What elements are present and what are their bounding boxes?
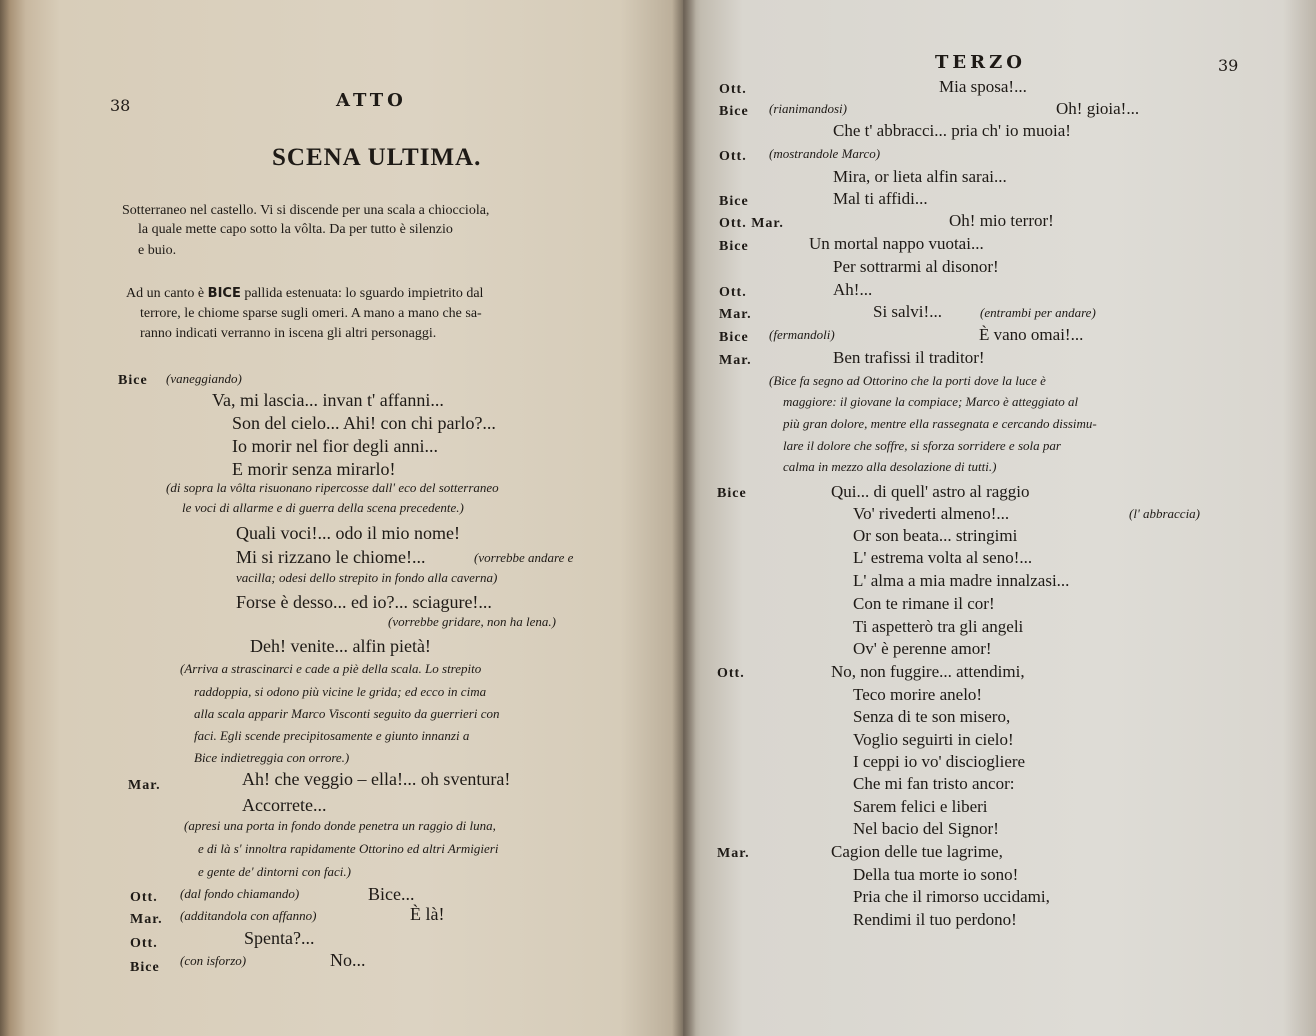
verse-line: Qui... di quell' astro al raggio <box>831 482 1030 501</box>
speaker: Ott. Mar. <box>719 216 784 231</box>
verse-line: Della tua morte io sono! <box>853 865 1019 884</box>
verse-line: È vano omai!... <box>979 325 1084 344</box>
speaker: Mar. <box>130 912 163 927</box>
intro-post: pallida estenuata: lo sguardo impietrito dal <box>244 286 484 301</box>
stage-direction: lare il dolore che soffre, si sforza sorridere e sola par <box>783 438 1061 453</box>
stage-direction: alla scala apparir Marco Visconti seguito da guerrieri con <box>194 706 500 721</box>
book-gutter <box>672 0 696 1036</box>
verse-line: Senza di te son misero, <box>853 707 1011 726</box>
stage-direction: (apresi una porta in fondo donde penetra un raggio di luna, <box>184 818 496 833</box>
speaker: Mar. <box>719 353 752 368</box>
verse-line: Che t' abbracci... pria ch' io muoia! <box>833 121 1071 140</box>
stage-direction: (additandola con affanno) <box>180 908 317 923</box>
verse-line: No, non fuggire... attendimi, <box>831 662 1025 681</box>
verse-line: Ov' è perenne amor! <box>853 639 992 658</box>
stage-direction: calma in mezzo alla desolazione di tutti.) <box>783 459 997 474</box>
verse-line: Sarem felici e liberi <box>853 797 988 816</box>
speaker: Mar. <box>719 307 752 322</box>
verse-line: Ah! che veggio – ella!... oh sventura! <box>242 769 511 789</box>
verse-line: Deh! venite... alfin pietà! <box>250 636 431 656</box>
verse-line: Or son beata... stringimi <box>853 526 1018 545</box>
running-header: TERZO <box>935 52 1026 73</box>
verse-line: Forse è desso... ed io?... sciagure!... <box>236 592 492 612</box>
stage-direction: (vaneggiando) <box>166 371 242 386</box>
stage-direction: (mostrandole Marco) <box>769 146 881 161</box>
verse-line: Si salvi!... <box>873 302 942 321</box>
stage-direction: (con isforzo) <box>180 953 247 968</box>
stage-direction: (fermandoli) <box>769 327 835 342</box>
speaker: Ott. <box>719 82 747 97</box>
verse-line: Oh! gioia!... <box>1056 99 1140 118</box>
verse-line: Mal ti affidi... <box>833 189 928 208</box>
speaker: Bice <box>717 486 747 501</box>
verse-line: Nel bacio del Signor! <box>853 819 999 838</box>
verse-line: Cagion delle tue lagrime, <box>831 842 1003 861</box>
stage-setting-line: la quale mette capo sotto la vôlta. Da per tutto è silenzio <box>138 222 453 237</box>
stage-direction: e gente de' dintorni con faci.) <box>198 864 351 879</box>
stage-direction: maggiore: il giovane la compiace; Marco è atteggiato al <box>783 394 1079 409</box>
stage-direction: (rianimandosi) <box>769 101 847 116</box>
verse-line: Accorrete... <box>242 795 327 815</box>
verse-line: Un mortal nappo vuotai... <box>809 234 984 253</box>
verse-line: L' estrema volta al seno!... <box>853 548 1033 567</box>
intro-pre: Ad un canto è <box>126 286 205 301</box>
stage-direction: (vorrebbe gridare, non ha lena.) <box>388 614 557 629</box>
verse-line: Pria che il rimorso uccidami, <box>853 887 1050 906</box>
page-number: 39 <box>1218 56 1239 75</box>
right-page <box>683 0 1316 1036</box>
speaker: Bice <box>719 104 749 119</box>
verse-line: I ceppi io vo' disciogliere <box>853 752 1026 771</box>
speaker: Ott. <box>130 890 158 905</box>
speaker: Mar. <box>128 778 161 793</box>
verse-line: Spenta?... <box>244 928 315 948</box>
stage-direction: raddoppia, si odono più vicine le grida; ed ecco in cima <box>194 684 487 699</box>
speaker: Ott. <box>717 666 745 681</box>
stage-setting-line: Sotterraneo nel castello. Vi si discende per una scala a chiocciola, <box>122 203 490 218</box>
stage-direction: (di sopra la vôlta risuonano ripercosse dall' eco del sotterraneo <box>166 480 499 495</box>
verse-line: Bice... <box>368 884 415 904</box>
verse-line: E morir senza mirarlo! <box>232 459 396 479</box>
intro-line: terrore, le chiome sparse sugli omeri. A mano a mano che sa- <box>140 306 482 321</box>
verse-line: Mia sposa!... <box>939 77 1027 96</box>
verse-line: Va, mi lascia... invan t' affanni... <box>212 390 444 410</box>
verse-line: Per sottrarmi al disonor! <box>833 257 999 276</box>
verse-line: Teco morire anelo! <box>853 685 983 704</box>
verse-line: Quali voci!... odo il mio nome! <box>236 523 460 543</box>
verse-line: L' alma a mia madre innalzasi... <box>853 571 1070 590</box>
verse-line: Son del cielo... Ahi! con chi parlo?... <box>232 413 496 433</box>
character-name-bice: BICE <box>207 286 241 301</box>
stage-direction: Bice indietreggia con orrore.) <box>194 750 350 765</box>
speaker: Mar. <box>717 846 750 861</box>
verse-line: Voglio seguirti in cielo! <box>853 730 1014 749</box>
stage-direction: (vorrebbe andare e <box>474 550 574 565</box>
verse-line: Rendimi il tuo perdono! <box>853 910 1017 929</box>
verse-line: Mi si rizzano le chiome!... <box>236 547 426 567</box>
stage-direction: le voci di allarme e di guerra della scena precedente.) <box>182 500 464 515</box>
verse-line: È là! <box>410 904 445 924</box>
stage-direction: (Arriva a strascinarci e cade a piè della scala. Lo strepito <box>180 661 482 676</box>
verse-line: Ti aspetterò tra gli angeli <box>853 617 1024 636</box>
stage-direction: (Bice fa segno ad Ottorino che la porti dove la luce è <box>769 373 1046 388</box>
speaker: Bice <box>719 330 749 345</box>
stage-direction: e di là s' innoltra rapidamente Ottorino ed altri Armigieri <box>198 841 499 856</box>
speaker: Bice <box>130 960 160 975</box>
verse-line: Ben trafissi il traditor! <box>833 348 985 367</box>
verse-line: Mira, or lieta alfin sarai... <box>833 167 1007 186</box>
stage-direction: faci. Egli scende precipitosamente e giunto innanzi a <box>194 728 470 743</box>
stage-direction: (dal fondo chiamando) <box>180 886 300 901</box>
page-number: 38 <box>110 96 131 115</box>
intro-line: ranno indicati verranno in iscena gli altri personaggi. <box>140 326 437 341</box>
running-header: ATTO <box>336 90 407 111</box>
speaker: Bice <box>118 373 148 388</box>
intro-line <box>126 286 483 302</box>
verse-line: No... <box>330 950 366 970</box>
verse-line: Ah!... <box>833 280 873 299</box>
stage-direction: (entrambi per andare) <box>980 305 1096 320</box>
verse-line: Che mi fan tristo ancor: <box>853 774 1015 793</box>
stage-direction: più gran dolore, mentre ella rassegnata e cercando dissimu- <box>783 416 1097 431</box>
speaker: Bice <box>719 194 749 209</box>
speaker: Ott. <box>719 149 747 164</box>
stage-direction: (l' abbraccia) <box>1129 506 1201 521</box>
verse-line: Vo' rivederti almeno!... <box>853 504 1010 523</box>
speaker: Ott. <box>130 936 158 951</box>
speaker: Bice <box>719 239 749 254</box>
speaker: Ott. <box>719 285 747 300</box>
verse-line: Io morir nel fior degli anni... <box>232 436 438 456</box>
verse-line: Oh! mio terror! <box>949 211 1054 230</box>
stage-direction: vacilla; odesi dello strepito in fondo alla caverna) <box>236 570 498 585</box>
verse-line: Con te rimane il cor! <box>853 594 995 613</box>
scene-title: SCENA ULTIMA. <box>272 144 482 171</box>
stage-setting-line: e buio. <box>138 243 177 258</box>
